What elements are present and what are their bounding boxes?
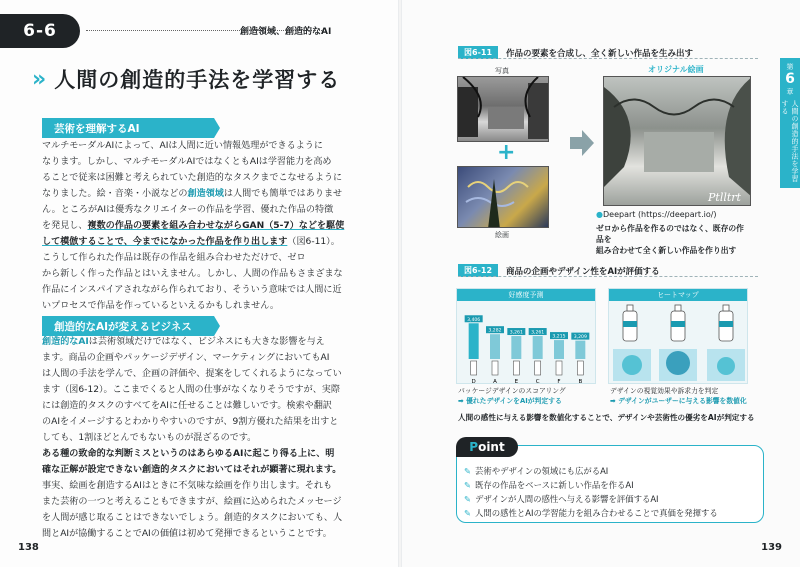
figure-divider [458,276,758,277]
book-gutter [398,0,402,567]
image-credit: ●Deepart (https://deepart.io/) [596,210,717,219]
bar-E [511,336,521,359]
text-line: から新しく作った作品とはいえません。しかし、人間の作品もさまざまな [42,269,343,279]
text-line: 作品にインスパイアされながら作られており、そういう意味では人間に近 [42,285,342,295]
chapter-prefix: 第 [786,63,794,71]
swirl-painting-icon [458,167,549,228]
figure-6-12-caption-left [458,386,566,406]
point-item [464,479,634,491]
keyword: 創造的なAI [42,337,89,347]
point-item [464,493,659,505]
bar-A [490,334,500,359]
bar-category-label: A [493,379,497,385]
heatmap-panel-title: ヒートマップ [609,289,747,301]
text-line: しても、1割ほどとんでもないものが混ざるのです。 [42,433,257,443]
original-painting-label: オリジナル絵画 [648,65,704,74]
bottle-icon [577,361,583,375]
photo-label: 写真 [495,67,509,75]
subheading-1: 芸術を理解するAI [42,118,214,138]
caption-text: デザインがユーザーに与える影響を数値化 [618,397,747,405]
text-line: マルチモーダルAIによって、AIは人間に近い情報処理ができるように [42,141,323,151]
text-line: ある種の致命的な判断ミスというのはあらゆるAIに起こり得る上に、明 [42,449,335,459]
bar-category-label: C [535,379,540,385]
point-badge-initial: P [469,440,479,454]
bar-value-label: 3,261 [531,330,545,336]
figure-6-12-caption-right [610,386,747,406]
figure-badge: 図6-11 [458,46,498,59]
page-title-text: 人間の創造的手法を学習する [54,68,341,92]
bar-value-label: 3,209 [573,335,587,341]
text-line: こうして作られた作品は既存の作品を組み合わせただけで、ゼロ [42,253,306,263]
text-line: ます。商品の企画やパッケージデザイン、マーケティングにおいてもAI [42,353,330,363]
generated-scene-icon [604,77,751,206]
chevron-icon: » [32,66,47,92]
figure-6-11-caption [596,223,746,256]
text-line [42,234,368,250]
bar-category-label: F [557,379,561,385]
subheading-2: 創造的なAIが変えるビジネス [42,316,214,336]
text-line: 間とAIが協働することでAIの価値は初めて発揮できるということです。 [42,529,332,539]
keyword: 創造領域 [187,189,224,199]
bar-D [469,323,479,359]
pen-icon: ✎ [464,480,472,490]
section-number: 6-6 [23,21,57,41]
section-number-tab [0,14,80,48]
right-arrow-icon [570,130,594,156]
credit-text: Deepart (https://deepart.io/) [602,210,717,219]
caption-line: パッケージデザインのスコアリング [458,387,566,395]
bottle-icon [492,361,498,375]
emphasis: 複数の作品の要素を組み合わせながらGAN（5-7）などを駆使 [87,221,345,231]
figure-title: 作品の要素を合成し、全く新しい作品を生み出す [506,48,694,59]
paragraph-1 [42,138,368,314]
chapter-side-tab [780,58,800,188]
text-line: 確な正解が設定できない創造的タスクにおいてはそれが顕著に現れます。 [42,465,342,475]
text-line: 事実、絵画を創造するAIはときに不気味な絵画を作り出します。それも [42,481,333,491]
chapter-suffix: 章 [786,88,794,96]
bar-value-label: 3,282 [488,328,502,334]
text-line: ます（図6-12）。ここまでくると人間の仕事がなくなりそうですが、実際 [42,385,340,395]
plus-icon: + [497,140,516,165]
text-line [42,334,368,350]
bar-value-label: 3,406 [467,317,481,323]
page-number-left: 138 [18,542,39,553]
bottle-icon [471,361,477,375]
text-line [42,218,368,234]
emphasis: して模倣することで、今までになかった作品を作り出します [42,237,288,247]
point-badge [456,437,518,457]
point-badge-rest: oint [478,440,505,454]
text-line: また芸術の一つと考えることもできますが、絵画に込められたメッセージ [42,497,342,507]
bar-value-label: 3,261 [509,330,523,336]
text-span: を発見し、 [42,221,88,231]
likability-panel-title: 好感度予測 [457,289,595,301]
caption-line: ➡ 優れたデザインをAIが判定する [458,397,562,405]
chapter-number: 6 [785,71,795,87]
bottle-icon [513,361,519,375]
likability-bar-chart [457,301,597,385]
heatmap-bottles-icon [609,301,749,385]
text-line: いプロセスで作品を作っているといえるかもしれません。 [42,301,279,311]
bar-category-label: E [514,379,519,385]
text-line: ん。ところがAIは優秀なクリエイターの作品を学習、優れた作品の特徴 [42,205,334,215]
figure-badge: 図6-12 [458,264,498,277]
caption-line: ➡ デザインがユーザーに与える影響を数値化 [610,397,747,405]
text-line: は人間の手法を学んで、企画の評価や、提案をしてくれるようになってい [42,369,342,379]
likability-panel [456,288,596,384]
caption-text: 優れたデザインをAIが判定する [466,397,562,405]
point-item-text: 芸術やデザインの領域にも広がるAI [475,466,609,476]
point-item-text: 人間の感性とAIの学習能力を組み合わせることで真価を発揮する [475,508,718,518]
page-number-right: 139 [761,542,782,553]
text-span: （図6-11）。 [287,237,340,247]
bottle-icon [535,361,541,375]
bar-category-label: B [578,379,583,385]
bar-category-label: D [471,379,476,385]
text-line: なります。しかし、マルチモーダルAIではなくともAIは学習能力を高め [42,157,332,167]
pen-icon: ✎ [464,508,472,518]
figure-divider [458,58,758,59]
svg-text:Ptlltrt: Ptlltrt [708,191,741,204]
bar-C [533,336,543,359]
caption-line: デザインの視覚効果や訴求力を判定 [610,387,719,395]
text-line: のAIをイメージするとわかりやすいのですが、9割方優れた結果を出すと [42,417,339,427]
figure-6-12-note: 人間の感性に与える影響を数値化することで、デザインや芸術性の優劣をAIが判定する [458,413,755,422]
point-item-text: デザインが人間の感性へ与える影響を評価するAI [475,494,659,504]
painting-label: 絵画 [495,231,509,239]
bar-value-label: 3,215 [552,334,566,340]
chapter-side-title: 人間の創造的手法を学習する [781,100,799,183]
figure-title: 商品の企画やデザイン性をAIが評価する [506,266,660,277]
point-item [464,507,718,519]
caption-line: 組み合わせて全く新しい作品を作り出す [596,246,737,255]
bottle-icon [556,361,562,375]
bar-B [575,341,585,359]
painting-image [457,166,549,228]
street-photo-image [457,76,549,142]
caption-line: ゼロから作品を作るのではなく、既存の作品を [596,224,744,244]
text-span: は芸術領域だけではなく、ビジネスにも大きな影響を与え [88,337,325,347]
point-item [464,465,608,477]
text-line: を人間が感じ取ることはできないでしょう。創造的タスクにおいても、人 [42,513,343,523]
page-title [32,64,340,94]
text-line: ることで従来は困難と考えられていた創造的なタスクまでこなせるように [42,173,343,183]
heatmap-panel [608,288,748,384]
paragraph-3 [42,334,368,542]
text-span: は人間でも簡単ではありませ [223,189,343,199]
point-item-text: 既存の作品をベースに新しい作品を作るAI [475,480,634,490]
generated-painting-image [603,76,751,206]
section-title: 創造領域、創造的なAI [240,27,332,37]
photo-trees-icon [458,77,549,142]
text-span: なりました。絵・音楽・小説などの [42,189,188,199]
bar-F [554,340,564,359]
pen-icon: ✎ [464,494,472,504]
pen-icon: ✎ [464,466,472,476]
text-line [42,186,368,202]
text-line: には創造的タスクのすべてをAIに任せることは難しいです。検索や翻訳 [42,401,332,411]
